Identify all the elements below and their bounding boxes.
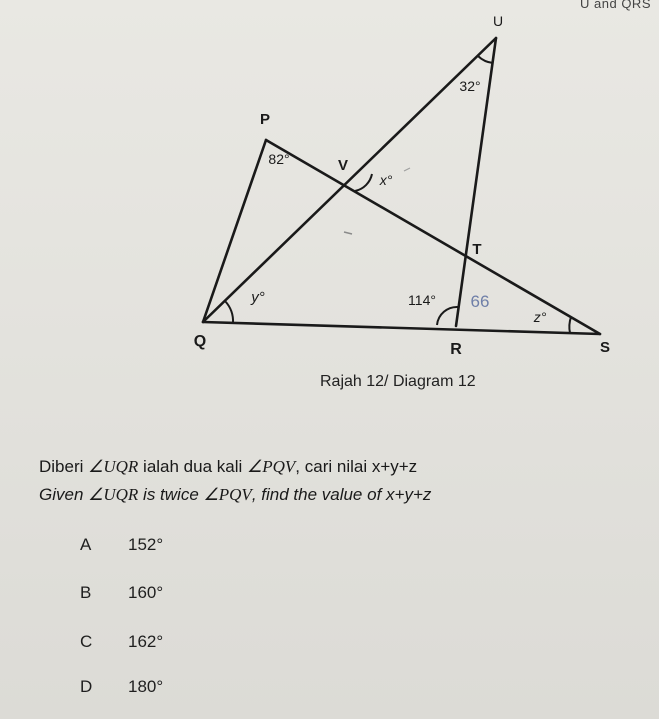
arc-r: [437, 307, 458, 325]
arc-u: [478, 56, 493, 63]
option-a[interactable]: [80, 535, 163, 559]
question-malay-prefix: Diberi: [39, 457, 89, 476]
label-t: T: [472, 241, 482, 258]
header-fragment: U and QRS: [580, 0, 651, 11]
arc-x: [355, 174, 372, 191]
question-english-suffix: , find the value of x+y+z: [251, 485, 432, 504]
angle-label-z: z°: [533, 309, 547, 325]
question-english-angle1: ∠UQR: [88, 485, 139, 504]
question-malay-angle2: ∠PQV: [247, 457, 296, 476]
label-v: V: [337, 157, 349, 174]
label-u: U: [492, 13, 504, 29]
arc-z: [569, 317, 571, 333]
question-malay: [39, 457, 417, 477]
option-value: 152°: [128, 535, 164, 554]
label-p: P: [259, 111, 271, 128]
option-letter: D: [80, 677, 93, 696]
option-value: 160°: [128, 583, 164, 602]
diagram-caption: Rajah 12/ Diagram 12: [320, 373, 476, 390]
label-s: S: [599, 339, 611, 356]
question-english-angle2: ∠PQV: [203, 485, 252, 504]
question-english: [39, 485, 431, 505]
angle-label-y: y°: [251, 289, 265, 306]
question-malay-suffix: , cari nilai x+y+z: [295, 457, 418, 476]
arc-y: [225, 301, 233, 323]
angle-label-u: 32°: [459, 78, 481, 94]
option-letter: C: [80, 632, 93, 651]
question-english-prefix: Given: [39, 485, 89, 504]
label-r: R: [450, 341, 462, 358]
line-qu: [203, 38, 496, 322]
question-malay-angle1: ∠UQR: [88, 457, 139, 476]
angle-label-x: x°: [379, 172, 393, 188]
label-q: Q: [193, 333, 207, 350]
question-malay-middle: ialah dua kali: [138, 457, 247, 476]
option-letter: A: [80, 535, 92, 554]
angle-label-r: 114°: [408, 292, 436, 308]
option-value: 162°: [128, 632, 164, 651]
angle-label-p: 82°: [268, 151, 290, 167]
handwritten-note: 66: [470, 292, 490, 311]
option-b[interactable]: [80, 583, 163, 607]
pencil-mark: [404, 168, 410, 171]
option-value: 180°: [128, 677, 164, 696]
option-c[interactable]: [80, 632, 163, 656]
pencil-mark: [344, 232, 352, 234]
question-english-middle: is twice: [138, 485, 204, 504]
option-d[interactable]: [80, 677, 163, 701]
option-letter: B: [80, 583, 92, 602]
